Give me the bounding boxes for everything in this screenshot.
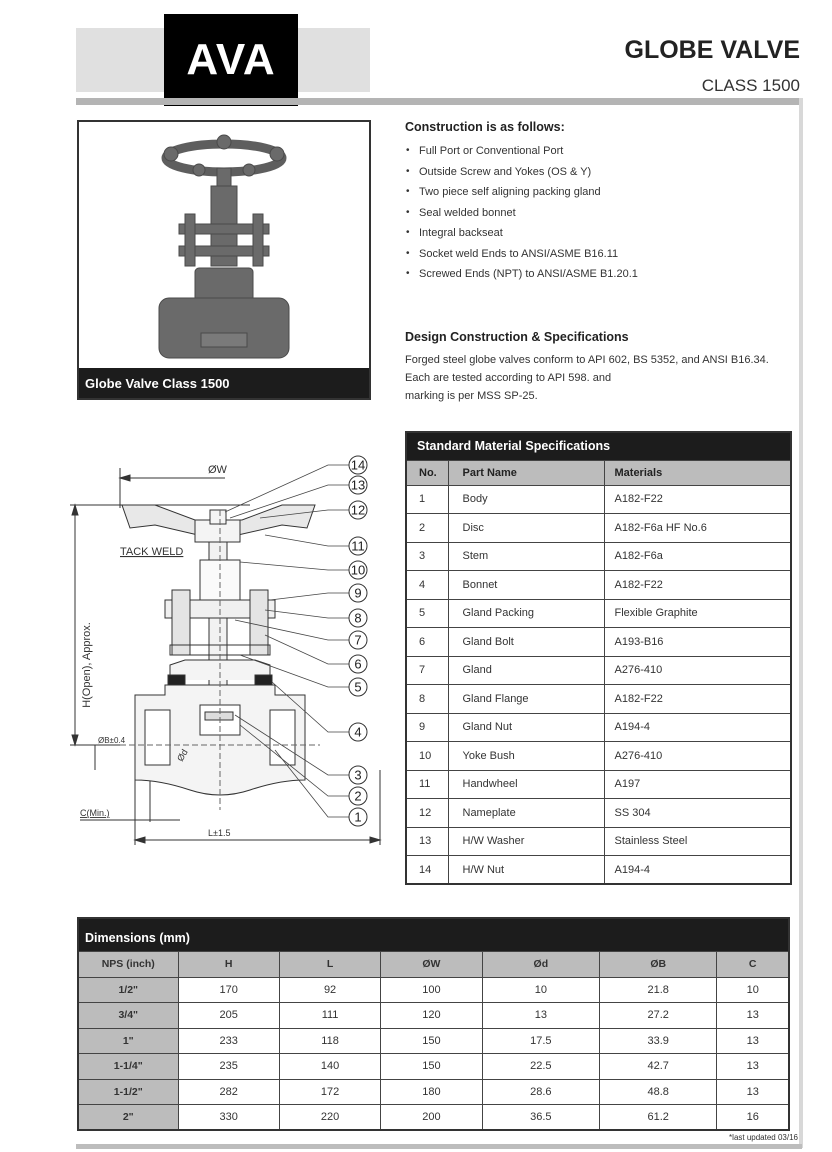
part-material: A182-F22: [604, 485, 791, 514]
table-row: [406, 656, 791, 685]
dim-label-ob: ØB±0.4: [98, 736, 126, 745]
dimension-value: 33.9: [600, 1028, 717, 1054]
callout-leader: [240, 562, 349, 570]
part-material: A182-F6a HF No.6: [604, 514, 791, 543]
dimension-value: 92: [279, 977, 380, 1003]
dimension-value: 170: [178, 977, 279, 1003]
table-row: [406, 571, 791, 600]
callout-leader: [265, 635, 349, 664]
callout-number: 13: [350, 477, 366, 493]
last-updated-note: *last updated 03/16: [729, 1133, 798, 1142]
part-material: A182-F22: [604, 685, 791, 714]
column-header: ØB: [600, 951, 717, 977]
dimensions-table-title: Dimensions (mm): [78, 918, 789, 951]
dimension-value: 150: [381, 1054, 482, 1080]
column-header: Materials: [604, 460, 791, 485]
dimension-value: 13: [717, 1028, 789, 1054]
part-material: A197: [604, 770, 791, 799]
list-item: • Two piece self aligning packing gland: [405, 182, 800, 203]
product-photo: [77, 120, 371, 400]
bottom-divider: [76, 1144, 802, 1149]
dimension-value: 10: [482, 977, 599, 1003]
table-row: [406, 799, 791, 828]
dim-label-c: C(Min.): [80, 808, 110, 818]
table-row: [78, 1105, 789, 1131]
part-number: 5: [406, 599, 448, 628]
dimension-value: 61.2: [600, 1105, 717, 1131]
dimension-value: 13: [717, 1003, 789, 1029]
callout-number: 7: [354, 632, 362, 648]
dimension-value: 180: [381, 1079, 482, 1105]
part-number: 13: [406, 827, 448, 856]
dimension-value: 22.5: [482, 1054, 599, 1080]
dimension-value: 150: [381, 1028, 482, 1054]
tack-weld-label: TACK WELD: [120, 546, 184, 558]
dimension-value: 27.2: [600, 1003, 717, 1029]
dimension-value: 21.8: [600, 977, 717, 1003]
column-header: L: [279, 951, 380, 977]
column-header: Part Name: [448, 460, 604, 485]
callout-number: 12: [350, 502, 366, 518]
callout-number: 14: [350, 457, 366, 473]
nps-size: 1/2": [78, 977, 178, 1003]
part-number: 3: [406, 542, 448, 571]
part-material: A194-4: [604, 856, 791, 885]
table-row: [406, 827, 791, 856]
dimension-value: 233: [178, 1028, 279, 1054]
construction-section: [405, 120, 800, 285]
top-divider: [76, 98, 802, 105]
part-number: 9: [406, 713, 448, 742]
callout-number: 6: [354, 656, 362, 672]
construction-list: [405, 141, 800, 285]
list-item: • Socket weld Ends to ANSI/ASME B16.11: [405, 244, 800, 265]
column-header: No.: [406, 460, 448, 485]
part-number: 11: [406, 770, 448, 799]
column-header: NPS (inch): [78, 951, 178, 977]
part-number: 4: [406, 571, 448, 600]
table-row: [406, 856, 791, 885]
part-number: 8: [406, 685, 448, 714]
part-name: Nameplate: [448, 799, 604, 828]
part-name: Gland Bolt: [448, 628, 604, 657]
photo-caption: Globe Valve Class 1500: [79, 368, 369, 398]
dimension-value: 48.8: [600, 1079, 717, 1105]
part-name: Gland Packing: [448, 599, 604, 628]
part-name: Bonnet: [448, 571, 604, 600]
part-number: 7: [406, 656, 448, 685]
design-line: Each are tested according to API 598. and: [405, 372, 612, 384]
design-title: Design Construction & Specifications: [405, 330, 629, 344]
list-item: • Seal welded bonnet: [405, 203, 800, 224]
dimension-value: 235: [178, 1054, 279, 1080]
design-section: [405, 330, 800, 405]
valve-photo-illustration: [139, 128, 309, 368]
dimension-value: 10: [717, 977, 789, 1003]
part-number: 10: [406, 742, 448, 771]
column-header: C: [717, 951, 789, 977]
table-row: [406, 599, 791, 628]
dimension-value: 13: [482, 1003, 599, 1029]
part-material: Flexible Graphite: [604, 599, 791, 628]
dim-label-l: L±1.5: [208, 828, 231, 838]
dimension-value: 13: [717, 1054, 789, 1080]
design-line: marking is per MSS SP-25.: [405, 390, 538, 402]
list-item: • Full Port or Conventional Port: [405, 141, 800, 162]
callout-leader: [270, 593, 349, 600]
dimension-value: 282: [178, 1079, 279, 1105]
column-header: ØW: [381, 951, 482, 977]
callout-number: 1: [354, 809, 362, 825]
part-name: Yoke Bush: [448, 742, 604, 771]
callout-number: 2: [354, 788, 362, 804]
dim-label-h: H(Open), Approx.: [81, 622, 93, 708]
dimension-value: 111: [279, 1003, 380, 1029]
table-row: [406, 485, 791, 514]
dimension-value: 36.5: [482, 1105, 599, 1131]
callout-number: 10: [350, 562, 366, 578]
construction-title: Construction is as follows:: [405, 120, 565, 134]
dimension-value: 200: [381, 1105, 482, 1131]
dimension-value: 17.5: [482, 1028, 599, 1054]
part-material: SS 304: [604, 799, 791, 828]
part-name: Gland Nut: [448, 713, 604, 742]
dimension-value: 205: [178, 1003, 279, 1029]
brand-logo: AVA: [164, 14, 298, 106]
list-item: • Outside Screw and Yokes (OS & Y): [405, 162, 800, 183]
list-item: • Screwed Ends (NPT) to ANSI/ASME B1.20.1: [405, 264, 800, 285]
part-name: Disc: [448, 514, 604, 543]
callout-number: 5: [354, 679, 362, 695]
part-number: 1: [406, 485, 448, 514]
table-row: [406, 628, 791, 657]
dimension-value: 120: [381, 1003, 482, 1029]
table-row: [78, 1028, 789, 1054]
callout-number: 11: [351, 538, 365, 554]
table-row: [406, 770, 791, 799]
dimension-value: 42.7: [600, 1054, 717, 1080]
part-material: A182-F6a: [604, 542, 791, 571]
part-number: 12: [406, 799, 448, 828]
part-material: A276-410: [604, 742, 791, 771]
table-row: [406, 742, 791, 771]
part-material: A194-4: [604, 713, 791, 742]
material-table-title: Standard Material Specifications: [406, 432, 791, 460]
dim-label-ow: ØW: [208, 464, 227, 476]
page-title: GLOBE VALVE: [624, 36, 800, 64]
nps-size: 1": [78, 1028, 178, 1054]
callout-leader: [265, 535, 349, 546]
part-name: Body: [448, 485, 604, 514]
nps-size: 1-1/4": [78, 1054, 178, 1080]
part-name: H/W Nut: [448, 856, 604, 885]
part-material: A276-410: [604, 656, 791, 685]
table-row: [406, 542, 791, 571]
table-row: [78, 1003, 789, 1029]
table-row: [406, 514, 791, 543]
column-header: H: [178, 951, 279, 977]
dim-label-od: Ød: [175, 747, 190, 763]
nps-size: 1-1/2": [78, 1079, 178, 1105]
part-name: H/W Washer: [448, 827, 604, 856]
table-row: [78, 1079, 789, 1105]
dimension-value: 100: [381, 977, 482, 1003]
dimension-value: 330: [178, 1105, 279, 1131]
part-number: 2: [406, 514, 448, 543]
callout-leader: [265, 610, 349, 618]
list-item: • Integral backseat: [405, 223, 800, 244]
callout-number: 4: [354, 724, 362, 740]
part-material: Stainless Steel: [604, 827, 791, 856]
table-row: [78, 1054, 789, 1080]
part-name: Gland Flange: [448, 685, 604, 714]
part-name: Gland: [448, 656, 604, 685]
part-name: Handwheel: [448, 770, 604, 799]
callout-number: 9: [354, 585, 362, 601]
material-spec-table: [405, 431, 792, 885]
callout-number: 8: [354, 610, 362, 626]
page-subtitle: CLASS 1500: [701, 76, 800, 95]
part-number: 6: [406, 628, 448, 657]
part-material: A182-F22: [604, 571, 791, 600]
column-header: Ød: [482, 951, 599, 977]
dimension-value: 172: [279, 1079, 380, 1105]
valve-cross-section-drawing: [60, 450, 390, 850]
callout-number: 3: [354, 767, 362, 783]
dimension-value: 28.6: [482, 1079, 599, 1105]
dimension-value: 16: [717, 1105, 789, 1131]
dimension-value: 13: [717, 1079, 789, 1105]
part-number: 14: [406, 856, 448, 885]
part-name: Stem: [448, 542, 604, 571]
nps-size: 2": [78, 1105, 178, 1131]
design-line: Forged steel globe valves conform to API 602, BS 5352, and ANSI B16.34.: [405, 354, 769, 366]
dimension-value: 220: [279, 1105, 380, 1131]
table-row: [406, 685, 791, 714]
dimension-value: 118: [279, 1028, 380, 1054]
nps-size: 3/4": [78, 1003, 178, 1029]
part-material: A193-B16: [604, 628, 791, 657]
table-row: [78, 977, 789, 1003]
table-row: [406, 713, 791, 742]
dimensions-table: [77, 917, 790, 1131]
dimension-value: 140: [279, 1054, 380, 1080]
